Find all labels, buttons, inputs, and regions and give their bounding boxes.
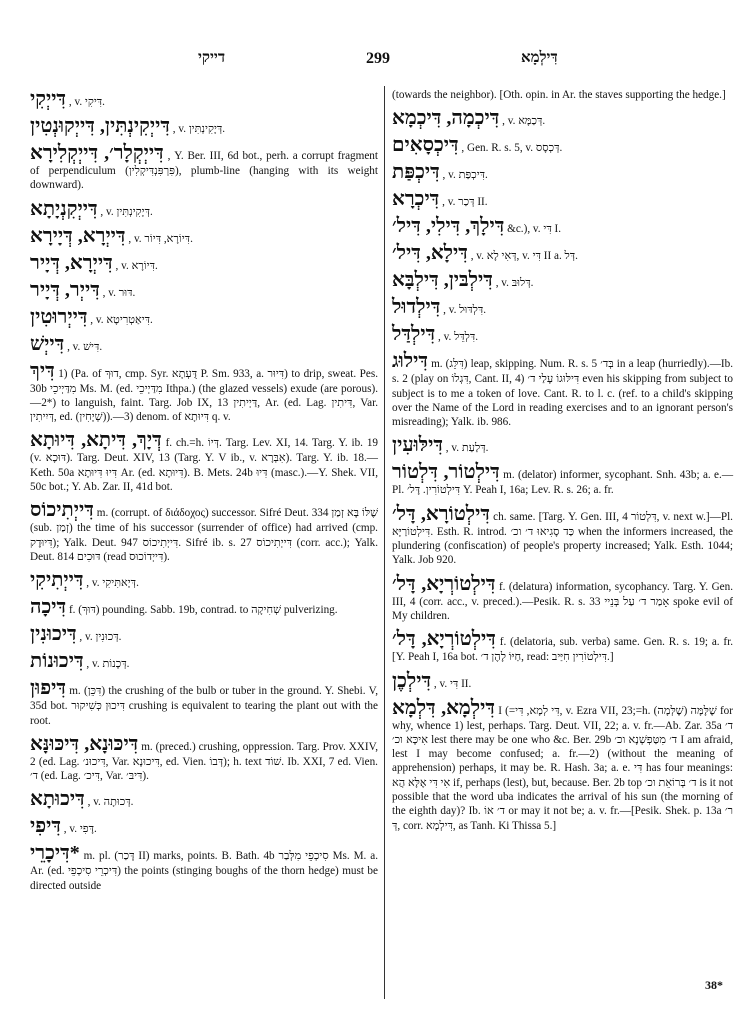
- running-head-right: דִּילְמָא: [521, 50, 558, 66]
- signature-mark: 38*: [705, 978, 723, 992]
- entry-definition: , v. דְּיָקִינְתִּין.: [100, 205, 153, 218]
- dictionary-entry: [30, 333, 378, 355]
- entry-headword: דִּילְבּין, דִּילְבָּא: [392, 269, 493, 292]
- dictionary-entry: [392, 350, 733, 429]
- entry-headword: דִּייְתִיכוֹס: [30, 499, 94, 522]
- dictionary-entry: [392, 434, 733, 456]
- entry-headword: דִּילָךְ, דִּילִי, דִּיל׳: [392, 215, 505, 238]
- entry-definition: , v. דְּיָאתִּיקִי.: [86, 577, 139, 590]
- entry-headword: דִּילְטוֹרְיָא, דָּל׳: [392, 572, 496, 595]
- entry-headword: דִּיפוּן: [30, 677, 66, 700]
- dictionary-entry: [392, 134, 733, 156]
- entry-definition: , v. דִּיכְפַּת.: [442, 169, 488, 182]
- entry-definition: , Y. Ber. III, 6d bot., perh. a corrupt fragment of perpendiculum (פִּרְפִּנְדִּיקְלִין), plumb-line (hanging with its weight downward).: [30, 150, 379, 192]
- entry-headword: דִּילְמָא, דִּלְמָא: [392, 696, 495, 719]
- entry-definition: f. (delatoria, sub. verba) same. Gen. R. s. 19; a. fr. [Y. Peah I, 16a bot. חַיּוֹ לָהֶן ד׳, read: דִּילְטוֹרִין חִיַּיב.]: [392, 636, 734, 664]
- dictionary-entry: [392, 697, 733, 833]
- dictionary-entry: [392, 88, 733, 102]
- entry-headword: דִּיכוּנוֹת: [30, 650, 84, 673]
- dictionary-entry: [30, 815, 378, 837]
- entry-headword: דִּילְדַּל: [392, 323, 436, 346]
- dictionary-entry: [30, 360, 378, 425]
- entry-headword: דִּיפִי: [30, 815, 61, 838]
- dictionary-entry: [392, 573, 733, 624]
- entry-definition: m. (דִּכֵּן) the crushing of the bulb or tuber in the ground. Y. Shebi. V, 35d bot. דִּיכוּן כְּשִׁיקוּר crushing is equivalent to tearing the plant out with the root.: [30, 685, 378, 727]
- dictionary-entry: [392, 296, 733, 318]
- entry-definition: (towards the neighbor). [Oth. opin. in Ar. the staves supporting the hedge.]: [392, 89, 726, 101]
- entry-definition: , v. דְּכָנוֹת.: [86, 658, 130, 671]
- entry-headword: דִּילְדוּל: [392, 296, 441, 319]
- dictionary-entry: [30, 279, 378, 301]
- dictionary-entry: [30, 677, 378, 728]
- entry-definition: , v. דְּלַעַת.: [445, 442, 489, 455]
- entry-headword: דְּיָךְ, דִּיתָא, דִּיוּתָא: [30, 429, 162, 452]
- entry-definition: m. (delator) informer, sycophant. Snh. 43b; a. e.—Pl. דִּילְטוֹרִין. דָּל׳ Y. Peah I, 16a; Lev. R. s. 26; a. fr.: [392, 469, 734, 497]
- dictionary-entry: [30, 623, 378, 645]
- entry-headword: דִּילָא, דִּיל׳: [392, 242, 468, 265]
- entry-definition: , v. דְּכַמָּא.: [502, 115, 546, 128]
- entry-definition: , Gen. R. s. 5, v. דְּכְסָס.: [461, 142, 563, 155]
- entry-definition: ch. same. [Targ. Y. Gen. III, 4 דִּלְטוֹר, v. next w.]—Pl. דִּילְטוֹרַיָּא. Esth. R. introd. כַּד סָגִיאוּ ד׳ וכ׳ when the informers increased, the plundering (confiscation) of people's property increased; Yalk. Esth. 1044; Yalk. Job 920.: [392, 510, 734, 567]
- dictionary-entry: [392, 215, 733, 237]
- entry-headword: *דִּיכָרֵי: [30, 842, 80, 865]
- dictionary-entry: [30, 142, 378, 193]
- entry-headword: דִּיכְפַּת: [392, 161, 440, 184]
- dictionary-entry: [30, 499, 378, 564]
- dictionary-entry: [30, 306, 378, 328]
- entry-headword: דִּייְשׁ: [30, 332, 65, 355]
- dictionary-entry: [392, 670, 733, 692]
- dictionary-entry: [30, 596, 378, 618]
- entry-definition: m. (corrupt. of διάδοχος) successor. Sifré Deut. 334 שֶׁלּוֹ בָּא זְמַן (sub. זְמַן) the time of his successor (surrender of office) had arrived (cmp. דִּיוּדֶק); Yalk. Deut. 947 דִּייְתִיכוֹס. Sifré ib. s. 27 דִּייְתִיכוֹס (corr. acc.); Yalk. Deut. 814 דּוּכִים (read דִּייְדוֹכוּס).: [30, 507, 378, 563]
- entry-headword: דִּיכוּנִין: [30, 623, 77, 646]
- entry-headword: דִּילְטוֹרְיָא, דָּל׳: [392, 628, 496, 651]
- dictionary-entry: [392, 269, 733, 291]
- entry-headword: דִּיכּוּנָא, דִּיכּוּנָּא: [30, 732, 139, 755]
- entry-headword: דִּייְר, דְּיָיר: [30, 278, 100, 301]
- entry-headword: דִּיכְרָא: [392, 188, 440, 211]
- entry-definition: , v. דִּי II.: [433, 677, 472, 690]
- entry-definition: 1) (Pa. of דוּךְ, cmp. Syr. דֻּעְתָא P. Sm. 933, a. דִּיוּר) to drip, sweat. Pes. 30b מִדַּיְיכֵי Ms. M. (ed. מִדַּיְיכֵי Ithpa.) (the glazed vessels) exude (are porous).—2*) to languish, faint. Targ. Job IX, 13 דַּיְיתִין, Ar. (ed. Lag. דִּיתִין, Var. דְּיִיתִין, ed. (שְׁיָחִין)).—3) denom. of דִּיוּתָא q. v.: [30, 367, 379, 424]
- entry-definition: , v. דְּלוּבּ.: [495, 277, 534, 290]
- dictionary-entry: [30, 429, 378, 494]
- dictionary-entry: [30, 842, 378, 893]
- dictionary-entry: [392, 503, 733, 568]
- entry-definition: m. (preced.) crushing, oppression. Targ. Prov. XXIV, 2 (ed. Lag. דִּיכוּנ׳, Var. דִּיכוּנָא, ed. Vien. דְּבוֹ); h. text שׁוֹד. Ib. XXI, 7 ed. Vien. ד׳ (ed. Lag. דִּיכ׳, Var. דִּיבּ׳).: [30, 740, 379, 783]
- entry-headword: דִּיכְמָה, דִּיכְמָא: [392, 107, 500, 130]
- dictionary-entry: [392, 323, 733, 345]
- entry-definition: , v. דִּיאַטְרִיטָא.: [90, 313, 153, 326]
- entry-definition: , v. דְּכוּתָה.: [87, 796, 134, 809]
- entry-headword: דִּילּוּעִין: [392, 434, 443, 457]
- entry-headword: דִּייְתִיקִי: [30, 569, 84, 592]
- entry-headword: דִּייְקְלָר׳, דִּייְקְלִירָא: [30, 142, 164, 164]
- entry-definition: , v. דִּיוֹרָא.: [115, 259, 158, 272]
- dictionary-entry: [392, 242, 733, 264]
- entry-headword: דִּילוּג: [392, 350, 428, 373]
- dictionary-entry: [30, 115, 378, 137]
- dictionary-entry: [30, 198, 378, 220]
- column-divider: [384, 86, 385, 999]
- entry-headword: דִּייְרָא, דְּיָירָא: [30, 224, 126, 247]
- entry-definition: f. ch.=h. דְּיוֹ. Targ. Lev. XI, 14. Targ. Y. ib. 19 (v. דּוּכָא). Targ. Deut. XIV, 13 (Targ. Y. V ib., v. אִבְּרָא). Targ. Y. ib. 18.—Keth. 50a דִּיוּ דִּיוּתָא Ar. (ed. דִּיוּתָא). B. Mets. 24b דִּיוּ (masc.).—Y. Shek. VII, 50c bot.; Y. Ab. Zar. II, 41d bot.: [30, 437, 379, 494]
- running-head-left: דייקי: [198, 50, 226, 66]
- entry-definition: , v. דְּכַר II.: [442, 196, 488, 209]
- entry-definition: , v. דִּיוֹרָא, דִּיוֹר.: [128, 232, 193, 245]
- dictionary-entry: [392, 628, 733, 664]
- entry-definition: m. pl. (דָּכַר II) marks, points. B. Bath. 4b סִיכְפֵי מִלְּבַר Ms. M. a. Ar. (ed. דִּיכְרֵי סִיכְפֵי) the points (stinging boughs of the thorn hedge) must be directed outside: [30, 850, 378, 892]
- dictionary-entry: [30, 788, 378, 810]
- entry-definition: , v. דִּלְדֵּל.: [438, 331, 479, 344]
- entry-definition: &c.), v. דִּי I.: [507, 223, 562, 236]
- entry-headword: דִּיכָה: [30, 596, 67, 619]
- dictionary-entry: [30, 225, 378, 247]
- entry-headword: דִּיכוּתָא: [30, 788, 85, 811]
- page-number: 299: [366, 50, 390, 67]
- entry-definition: m. (דִּלֵּג) leap, skipping. Num. R. s. 5 בְּד׳ in a leap (hurriedly).—Ib. s. 2 (play on דִּגְלוֹ, Cant. II, 4) דִּילּוּגוֹ עָלַי ד׳ even his skipping from subject to subject is to me a token of love. Cant. R. to l. c. (ref. to a child's skipping over the Name of the Lord in reading exercises and to an ignorant person's misreading); Yalk. ib. 986.: [392, 358, 733, 429]
- entry-definition: , v. דִּיקִי.: [68, 96, 105, 108]
- entry-headword: דִּילְכֶן: [392, 669, 432, 692]
- left-column: [30, 88, 378, 898]
- dictionary-entry: [392, 461, 733, 497]
- entry-headword: דִּילְטוֹר, דִּלְטוֹר: [392, 461, 500, 484]
- dictionary-entry: [30, 569, 378, 591]
- entry-headword: דִּייְקִי: [30, 88, 67, 110]
- dictionary-entry: [30, 733, 378, 784]
- entry-definition: , v. דִּלְדּוּל.: [443, 304, 487, 317]
- entry-headword: דִּיךְ: [30, 359, 55, 382]
- entry-headword: דִּייְקִינְתִּין, דִּייְקוּנְטִין: [30, 115, 170, 137]
- entry-definition: , v. דְּכוּנִין.: [79, 631, 122, 644]
- dictionary-entry: [30, 650, 378, 672]
- entry-headword: דִּייְקִנְיָתָא: [30, 197, 98, 220]
- dictionary-entry: [30, 88, 378, 110]
- entry-headword: דִּילְטוֹרָא, דָּל׳: [392, 502, 491, 525]
- dictionary-entry: [392, 161, 733, 183]
- entry-definition: , v. דְּיָקִינְתִּין.: [172, 123, 226, 135]
- right-column: [392, 88, 733, 838]
- entry-headword: דִּיכְסָאִים: [392, 134, 459, 157]
- entry-definition: , v. דָּפִי.: [63, 823, 97, 836]
- entry-definition: , v. דּוּר.: [102, 286, 136, 299]
- entry-headword: דִּייְרָא, דְּיָיר: [30, 251, 113, 274]
- entry-definition: f. (delatura) information, sycophancy. Targ. Y. Gen. III, 4 (corr. acc., v. preced.).—Pesik. R. s. 33 אָמַר ד׳ עַל בְּנֵיי spoke evil of My children.: [392, 580, 734, 622]
- dictionary-entry: [392, 188, 733, 210]
- entry-definition: I (=דִּי לְמָא, דִּי, v. Ezra VII, 23;=h. שֶׁלָּמָּה (שֶׁלְּמָה) for why, whence 1) lest, perhaps. Targ. Deut. VII, 22; a. v. fr.—Ab. Zar. 35a ד׳ אִיכָּא וכ׳ lest there may be one who &c. Ber. 29b ד׳ מִטַּפְשְׁנָא וכ׳ I am afraid, lest I may become confused; a. fr.—2) (without the meaning of apprehension) perhaps, it may be. R. Hash. 3a; a. e. דִּי has four meanings: אִי דִּי אֶלָּא הֲא if, perhaps (lest), but, because. Ber. 2b top ד׳ בְּרוֹאֵת וכ׳ is it not possible that the word uba indicates the arrival of his sun (the morning of the eighth day)? Ib. ד׳ אוֹ or may it not be; a. v. fr.—[Pesik. Shek. p. 13a ר׳ דְּ, corr. דִּילְמָא, as Tanh. Ki Thissa 5.]: [392, 704, 734, 832]
- dictionary-entry: [392, 107, 733, 129]
- entry-headword: דִּייְרוּטִין: [30, 305, 88, 328]
- entry-definition: , v. דְּאִי לָא, v. דִּי II a. דְּל.: [470, 250, 578, 263]
- entry-definition: , v. דִּישׁ.: [67, 340, 103, 353]
- entry-definition: f. (דּוּךְ) pounding. Sabb. 19b, contrad. to שְׁחִיקָה pulverizing.: [68, 604, 338, 617]
- dictionary-entry: [30, 252, 378, 274]
